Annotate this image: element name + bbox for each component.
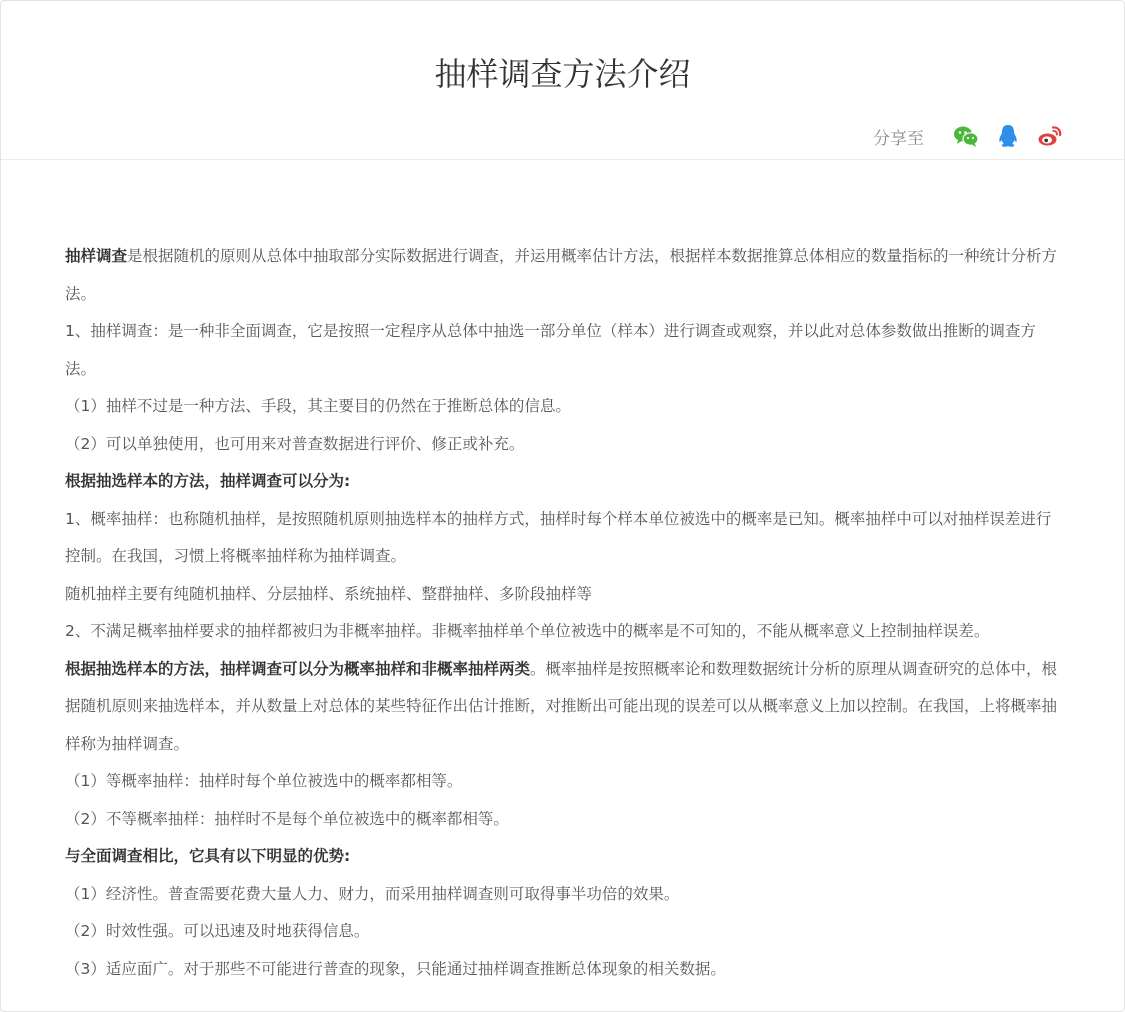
paragraph-intro — [65, 238, 1061, 313]
wechat-icon[interactable] — [952, 122, 980, 150]
section-heading-advantages-text: 与全面调查相比，它具有以下明显的优势: — [65, 847, 351, 865]
article-body — [65, 238, 1061, 988]
qq-icon[interactable] — [994, 122, 1022, 150]
weibo-icon[interactable] — [1036, 122, 1064, 150]
paragraph-classification — [65, 651, 1061, 764]
share-label: 分享至 — [873, 128, 924, 149]
paragraph-unequal-probability: （2）不等概率抽样：抽样时不是每个单位被选中的概率都相等。 — [65, 809, 509, 828]
paragraph-random-sampling-types: 随机抽样主要有纯随机抽样、分层抽样、系统抽样、整群抽样、多阶段抽样等 — [65, 584, 593, 603]
paragraph-point-2: （2）可以单独使用，也可用来对普查数据进行评价、修正或补充。 — [65, 434, 525, 453]
article-header — [1, 1, 1124, 160]
section-heading-advantages — [65, 838, 1061, 876]
paragraph-advantage-applicability: （3）适应面广。对于那些不可能进行普查的现象，只能通过抽样调查推断总体现象的相关数据。 — [65, 959, 726, 978]
section-heading-methods-text: 根据抽选样本的方法，抽样调查可以分为: — [65, 472, 351, 490]
paragraph-definition: 1、抽样调查：是一种非全面调查，它是按照一定程序从总体中抽选一部分单位（样本）进行调查或观察，并以此对总体参数做出推断的调查方法。 — [65, 322, 1036, 378]
paragraph-advantage-timeliness: （2）时效性强。可以迅速及时地获得信息。 — [65, 922, 370, 940]
classification-bold: 根据抽选样本的方法，抽样调查可以分为概率抽样和非概率抽样两类 — [65, 659, 531, 678]
intro-term: 抽样调查 — [65, 247, 128, 265]
article-title: 抽样调查方法介绍 — [434, 55, 691, 93]
paragraph-point-1: （1）抽样不过是一种方法、手段，其主要目的仍然在于推断总体的信息。 — [65, 397, 571, 415]
paragraph-nonprobability-sampling: 2、不满足概率抽样要求的抽样都被归为非概率抽样。非概率抽样单个单位被选中的概率是不可知的，不能从概率意义上控制抽样误差。 — [65, 622, 990, 640]
intro-text: 是根据随机的原则从总体中抽取部分实际数据进行调查，并运用概率估计方法，根据样本数据推算总体相应的数量指标的一种统计分析方法。 — [65, 247, 1058, 303]
share-bar — [873, 122, 1064, 150]
section-heading-methods — [65, 463, 1061, 501]
paragraph-probability-sampling: 1、概率抽样：也称随机抽样，是按照随机原则抽选样本的抽样方式，抽样时每个样本单位被选中的概率是已知。概率抽样中可以对抽样误差进行控制。在我国，习惯上将概率抽样称为抽样调查。 — [65, 509, 1052, 565]
paragraph-equal-probability: （1）等概率抽样：抽样时每个单位被选中的概率都相等。 — [65, 772, 463, 790]
paragraph-advantage-economy: （1）经济性。普查需要花费大量人力、财力，而采用抽样调查则可取得事半功倍的效果。 — [65, 884, 680, 903]
classification-text: 。概率抽样是按照概率论和数理数据统计分析的原理从调查研究的总体中，根据随机原则来抽选样本，并从数量上对总体的某些特征作出估计推断，对推断出可能出现的误差可以从概率意义上加以控制。在我国，上将概率抽样称为抽样调查。 — [65, 659, 1058, 753]
